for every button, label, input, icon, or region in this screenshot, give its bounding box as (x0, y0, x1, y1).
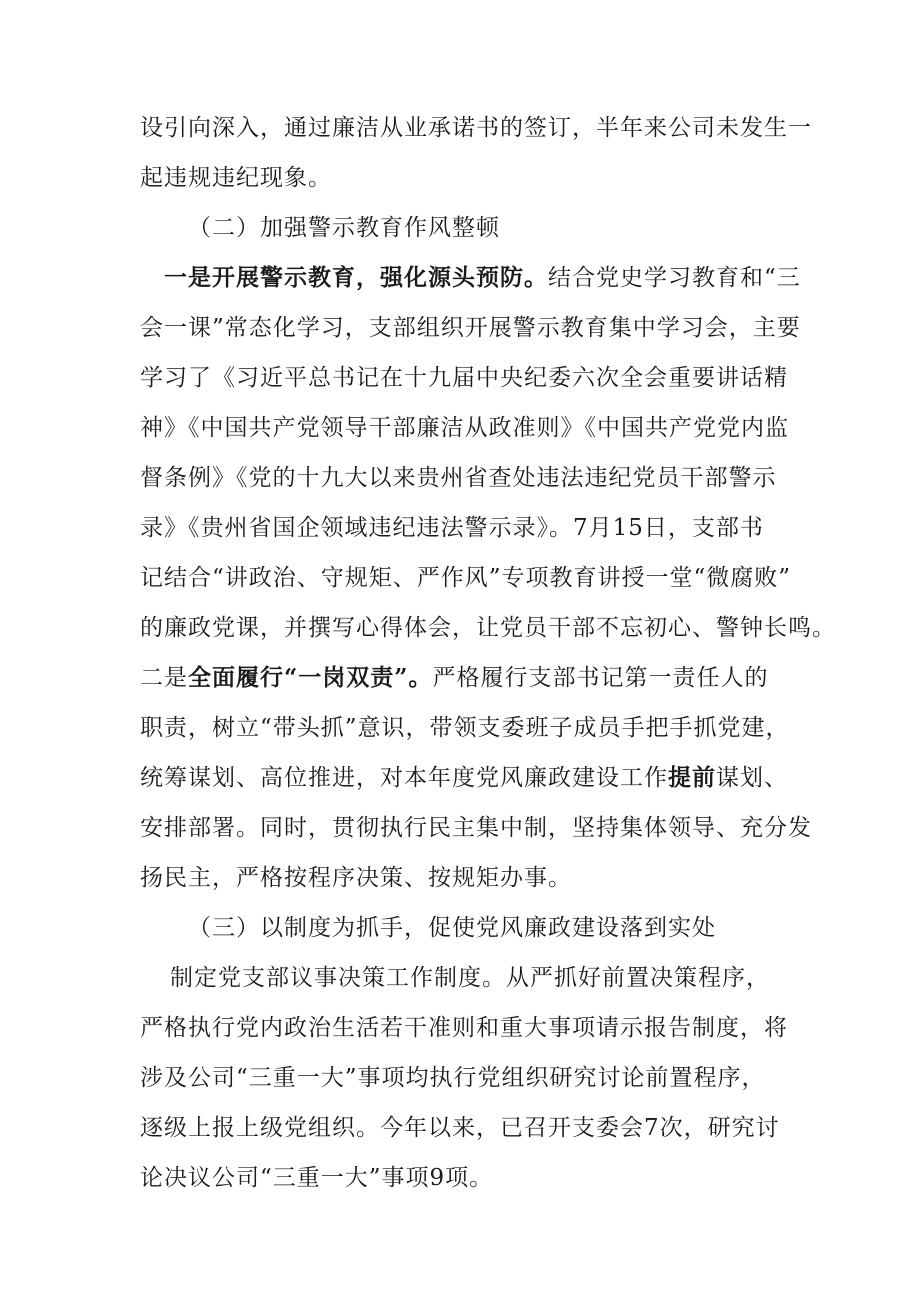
para3-line5: 论决议公司“三重一大”事项9项。 (140, 1165, 494, 1191)
para2-line8: 的廉政党课，并撰写心得体会，让党员干部不忘初心、警钟长鸣。 (140, 615, 836, 641)
para2-line7: 记结合“讲政治、守规矩、严作风”专项教育讲授一堂“微腐败” (140, 565, 792, 591)
para2-lead-bold: 一是开展警示教育，强化源头预防。 (164, 264, 548, 291)
para2-line11-bold: 提前 (668, 764, 716, 791)
para2-line13: 扬民主，严格按程序决策、按规矩办事。 (140, 865, 572, 891)
para2-line6: 录》《贵州省国企领域违纪违法警示录》。7月15日，支部书 (140, 515, 764, 541)
para2-line5: 督条例》《党的十九大以来贵州省查处违法违纪党员干部警示 (140, 465, 777, 491)
para2-line11-pre: 统筹谋划、高位推进，对本年度党风廉政建设工作 (140, 765, 668, 791)
para2-line9-prefix: 二是 (140, 665, 188, 691)
para2-line1-rest: 结合党史学习教育和“三 (548, 265, 801, 291)
para2-line9-bold: 全面履行“一岗双责”。 (188, 664, 433, 691)
para2-line4: 神》《中国共产党领导干部廉洁从政准则》《中国共产党党内监 (140, 415, 789, 441)
para3-line4: 逐级上报上级党组织。今年以来，已召开支委会7次，研究讨 (140, 1115, 780, 1141)
para1-line1: 设引向深入，通过廉洁从业承诺书的签订，半年来公司未发生一 (140, 115, 812, 141)
para2-line11-post: 谋划、 (716, 765, 788, 791)
para2-line3: 学习了《习近平总书记在十九届中央纪委六次全会重要讲话精 (140, 365, 788, 391)
para3-line1: 制定党支部议事决策工作制度。从严抓好前置决策程序， (170, 965, 770, 991)
para2-line12: 安排部署。同时，贯彻执行民主集中制，坚持集体领导、充分发 (140, 815, 812, 841)
para2-line10: 职责，树立“带头抓”意识，带领支委班子成员手把手抓党建， (140, 715, 790, 741)
para2-line9-rest: 严格履行支部书记第一责任人的 (432, 665, 769, 691)
para2-line11 (140, 763, 788, 793)
section-heading-2: （二）加强警示教育作风整顿 (188, 215, 500, 241)
para3-line2: 严格执行党内政治生活若干准则和重大事项请示报告制度，将 (140, 1015, 788, 1041)
para2-line9 (140, 663, 768, 693)
section-heading-3: （三）以制度为抓手，促使党风廉政建设落到实处 (188, 915, 716, 941)
para2-line1 (164, 263, 801, 293)
para2-line2: 会一课”常态化学习，支部组织开展警示教育集中学习会，主要 (140, 315, 801, 341)
para1-line2: 起违规违纪现象。 (140, 165, 332, 191)
para3-line3: 涉及公司“三重一大”事项均执行党组织研究讨论前置程序， (140, 1065, 766, 1091)
